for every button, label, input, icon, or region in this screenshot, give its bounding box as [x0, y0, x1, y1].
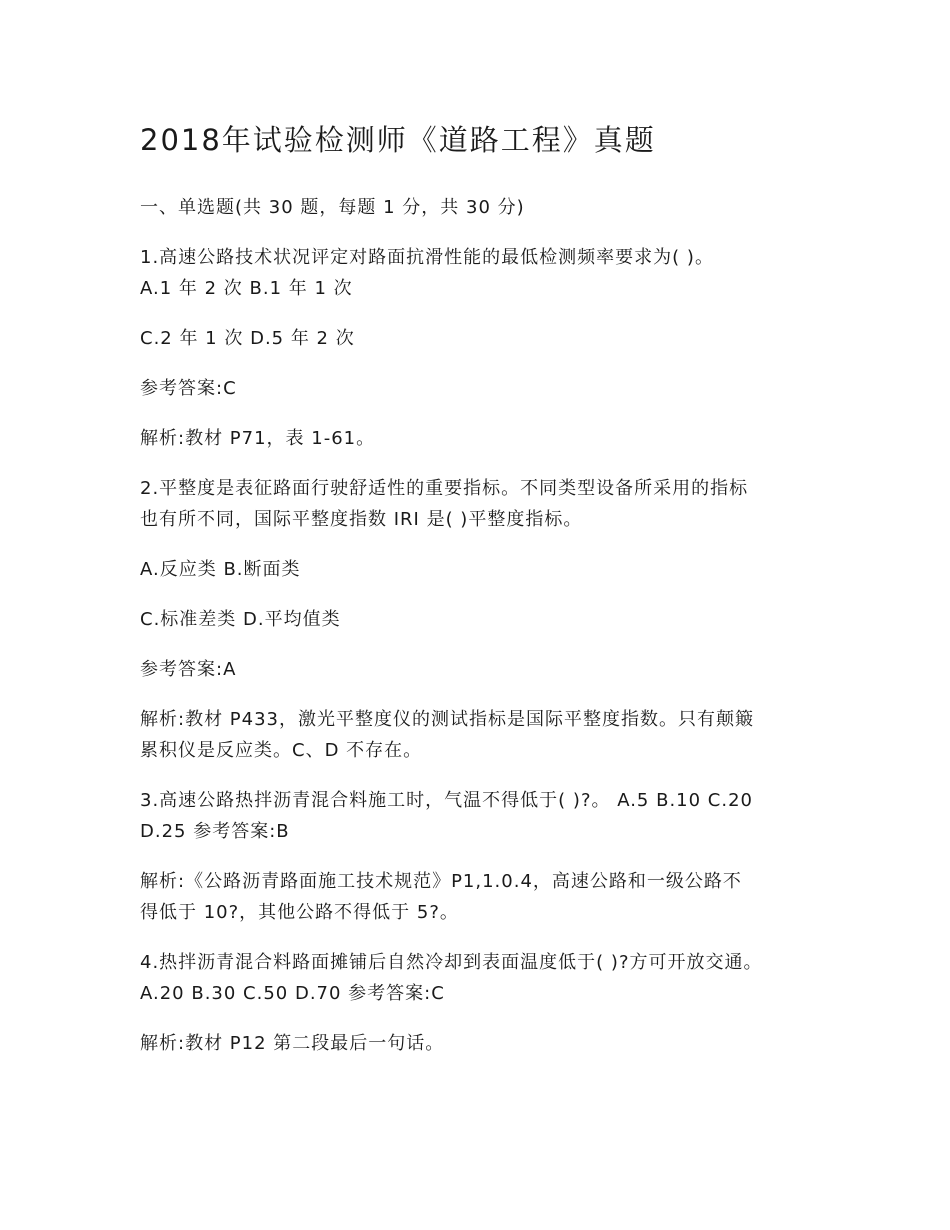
q4-block	[140, 947, 816, 1009]
q3-line1: 3.高速公路热拌沥青混合料施工时，气温不得低于( )?。 A.5 B.10 C.20	[140, 790, 753, 811]
q1-options-ab: A.1 年 2 次 B.1 年 1 次	[140, 278, 353, 299]
q3-analysis	[140, 866, 816, 928]
q2-options-ab: A.反应类 B.断面类	[140, 559, 301, 580]
q2-analysis	[140, 704, 816, 766]
q4-analysis: 解析:教材 P12 第二段最后一句话。	[140, 1033, 445, 1054]
q2-options-cd: C.标准差类 D.平均值类	[140, 609, 341, 630]
q2-stem-line2: 也有所不同，国际平整度指数 IRI 是( )平整度指标。	[140, 509, 583, 530]
section-heading: 一、单选题(共 30 题，每题 1 分，共 30 分)	[140, 197, 525, 218]
q2-analysis-line2: 累积仪是反应类。C、D 不存在。	[140, 740, 423, 761]
q3-block	[140, 785, 816, 847]
document-page	[140, 118, 816, 1078]
document-title: 2018年试验检测师《道路工程》真题	[140, 123, 656, 157]
q2-stem-line1: 2.平整度是表征路面行驶舒适性的重要指标。不同类型设备所采用的指标	[140, 478, 749, 499]
q2-analysis-line1: 解析:教材 P433，激光平整度仪的测试指标是国际平整度指数。只有颠簸	[140, 709, 754, 730]
q4-line1: 4.热拌沥青混合料路面摊铺后自然冷却到表面温度低于( )?方可开放交通。	[140, 952, 763, 973]
q2-answer: 参考答案:A	[140, 659, 237, 680]
q1-analysis: 解析:教材 P71，表 1-61。	[140, 428, 376, 449]
q4-line2: A.20 B.30 C.50 D.70 参考答案:C	[140, 983, 445, 1004]
q2-stem	[140, 473, 816, 535]
q3-analysis-line2: 得低于 10?，其他公路不得低于 5?。	[140, 902, 459, 923]
q1-options-cd: C.2 年 1 次 D.5 年 2 次	[140, 328, 355, 349]
q1-stem: 1.高速公路技术状况评定对路面抗滑性能的最低检测频率要求为( )。	[140, 247, 714, 268]
q3-analysis-line1: 解析:《公路沥青路面施工技术规范》P1,1.0.4，高速公路和一级公路不	[140, 871, 742, 892]
q3-line2: D.25 参考答案:B	[140, 821, 290, 842]
q1-answer: 参考答案:C	[140, 378, 237, 399]
